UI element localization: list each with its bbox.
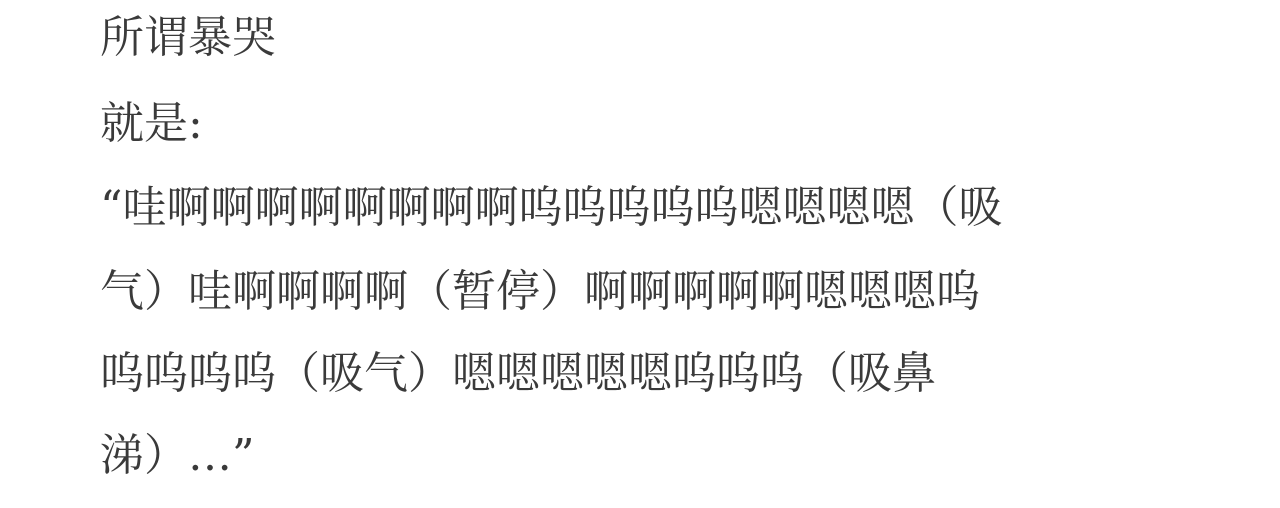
doc-subtitle: 就是: [100,98,203,149]
doc-title: 所谓暴哭 [100,12,276,63]
doc-body-line-2: 气）哇啊啊啊啊（暂停）啊啊啊啊啊嗯嗯嗯呜 [100,266,980,317]
doc-body-line-3: 呜呜呜呜（吸气）嗯嗯嗯嗯嗯呜呜呜（吸鼻 [100,348,936,399]
doc-body-line-1: “哇啊啊啊啊啊啊啊啊呜呜呜呜呜嗯嗯嗯嗯（吸 [100,182,1003,233]
doc-body-line-4: 涕）…” [100,430,255,481]
